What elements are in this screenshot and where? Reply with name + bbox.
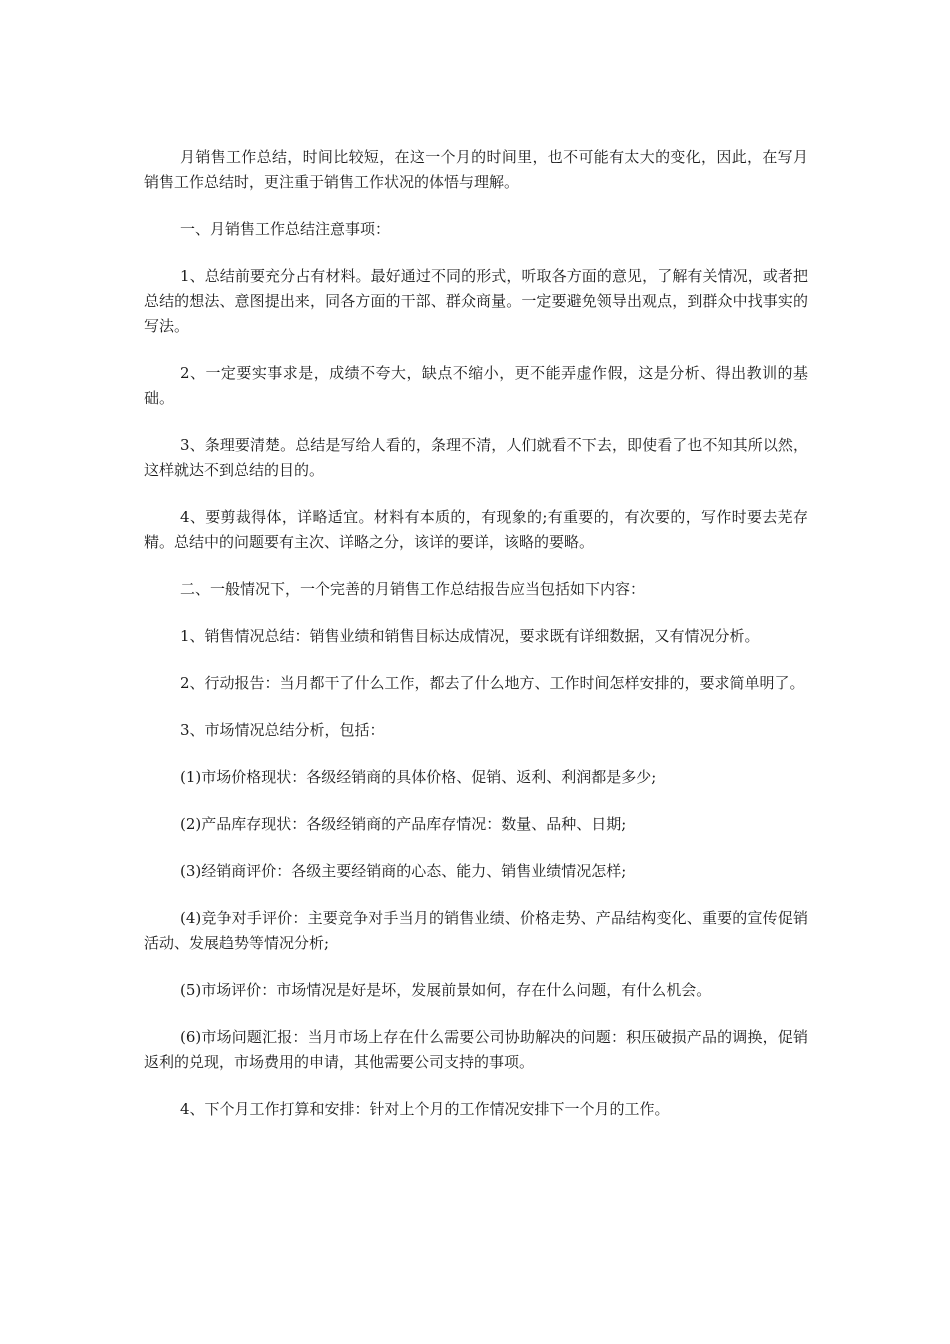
content-item-4: 4、下个月工作打算和安排：针对上个月的工作情况安排下一个月的工作。 — [180, 1100, 670, 1118]
content-item-2: 2、行动报告：当月都干了什么工作，都去了什么地方、工作时间怎样安排的，要求简单明了。 — [180, 674, 805, 692]
section-heading-contents: 二、一般情况下，一个完善的月销售工作总结报告应当包括如下内容： — [180, 580, 646, 598]
document-page — [144, 145, 808, 1144]
note-item-3: 3、条理要清楚。总结是写给人看的，条理不清，人们就看不下去，即使看了也不知其所以然，这样就达不到总结的目的。 — [144, 436, 808, 479]
market-subitem-4: (4)竞争对手评价：主要竞争对手当月的销售业绩、价格走势、产品结构变化、重要的宣传促销活动、发展趋势等情况分析; — [144, 909, 808, 952]
note-item-2: 2、一定要实事求是，成绩不夸大，缺点不缩小，更不能弄虚作假，这是分析、得出教训的基础。 — [144, 364, 808, 407]
section-heading-notes: 一、月销售工作总结注意事项： — [180, 220, 391, 238]
market-subitem-5: (5)市场评价：市场情况是好是坏，发展前景如何，存在什么问题，有什么机会。 — [180, 981, 712, 999]
market-subitem-3: (3)经销商评价：各级主要经销商的心态、能力、销售业绩情况怎样; — [180, 862, 627, 880]
market-subitem-6: (6)市场问题汇报：当月市场上存在什么需要公司协助解决的问题：积压破损产品的调换，促销返利的兑现，市场费用的申请，其他需要公司支持的事项。 — [144, 1028, 808, 1071]
content-item-3: 3、市场情况总结分析，包括： — [180, 721, 385, 739]
note-item-1: 1、总结前要充分占有材料。最好通过不同的形式，听取各方面的意见，了解有关情况，或者把总结的想法、意图提出来，同各方面的干部、群众商量。一定要避免领导出观点，到群众中找事实的写法。 — [144, 267, 808, 335]
market-subitem-1: (1)市场价格现状：各级经销商的具体价格、促销、返利、利润都是多少; — [180, 768, 657, 786]
market-subitem-2: (2)产品库存现状：各级经销商的产品库存情况：数量、品种、日期; — [180, 815, 627, 833]
note-item-4: 4、要剪裁得体，详略适宜。材料有本质的，有现象的;有重要的，有次要的，写作时要去芜存精。总结中的问题要有主次、详略之分，该详的要详，该略的要略。 — [144, 508, 808, 551]
intro-paragraph: 月销售工作总结，时间比较短，在这一个月的时间里，也不可能有太大的变化，因此，在写月销售工作总结时，更注重于销售工作状况的体悟与理解。 — [144, 148, 808, 191]
content-item-1: 1、销售情况总结：销售业绩和销售目标达成情况，要求既有详细数据，又有情况分析。 — [180, 627, 760, 645]
